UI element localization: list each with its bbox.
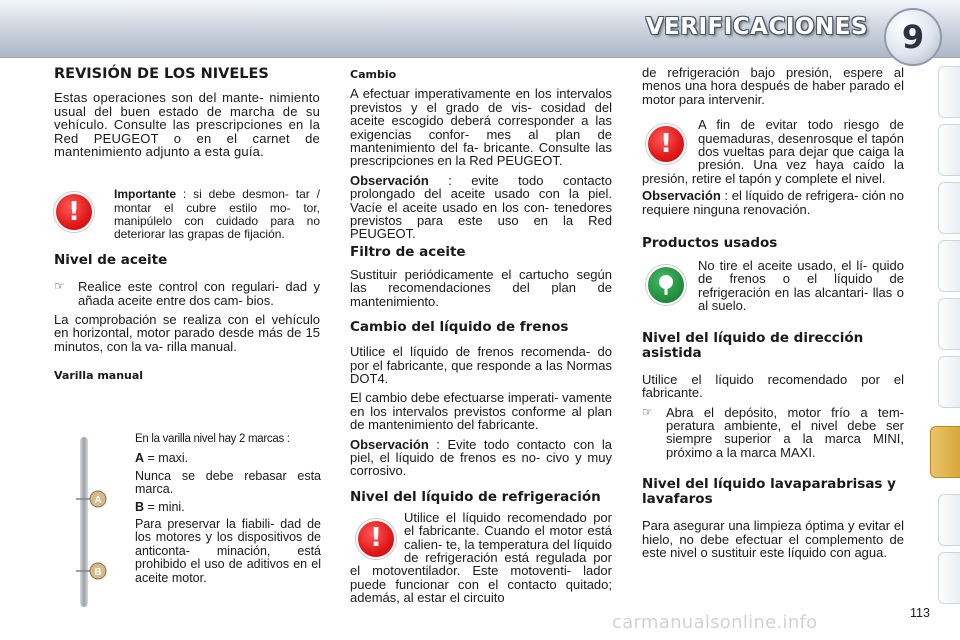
- chapter-tab[interactable]: [938, 66, 960, 118]
- exclamation-warning-icon: !: [356, 519, 396, 559]
- mark-a-desc: = maxi.: [144, 451, 189, 466]
- heading-oil-level: Nivel de aceite: [54, 252, 168, 269]
- heading-oil-filter: Filtro de aceite: [350, 243, 466, 260]
- dipstick-caption: [135, 433, 321, 585]
- used-products-block: [642, 259, 904, 313]
- brake-text-2: El cambio debe efectuarse imperati- vamente en los intervalos previstos conforme al plan de mantenimiento del fabricante.: [350, 390, 612, 433]
- observation-label: Observación: [350, 172, 429, 188]
- brake-text-1: Utilice el líquido de frenos recomenda- do por el fabricante, que responde a las Normas DOT4.: [350, 344, 612, 386]
- coolant-block: [350, 511, 612, 605]
- important-body: : si debe desmon- tar / montar el cubre estilo mo- tor, manipúlelo con cuidado para no deteriorar las grapas de fijación.: [114, 187, 320, 242]
- observation-label: Observación: [642, 188, 721, 204]
- burn-warning: [642, 118, 904, 185]
- chapter-tab[interactable]: [938, 182, 960, 234]
- chapter-number-badge: 9: [884, 8, 942, 66]
- steering-text: Utilice el líquido recomendado por el fabricante.: [642, 371, 904, 401]
- oil-bullet: [54, 280, 320, 307]
- heading-oil-change: Cambio: [350, 68, 397, 81]
- chapter-tabs: [936, 64, 960, 624]
- chapter-tab[interactable]: [938, 356, 960, 408]
- dipstick-marks-intro: En la varilla nivel hay 2 marcas :: [135, 433, 290, 445]
- oil-bullet-text: Realice este control con regulari- dad y añada aceite entre dos cam- bios.: [78, 279, 320, 308]
- brake-observation: [350, 438, 612, 478]
- important-label: Importante: [114, 187, 177, 202]
- mark-b-label: B: [94, 567, 102, 578]
- watermark: carmanualsonline.info: [612, 612, 818, 633]
- mark-b-desc: = mini.: [144, 499, 185, 514]
- dipstick-rod: [80, 437, 88, 607]
- exclamation-warning-icon: !: [54, 192, 94, 232]
- tree-icon: [654, 273, 678, 297]
- chapter-tab[interactable]: [938, 124, 960, 176]
- observation-label: Observación: [350, 436, 429, 452]
- chapter-tab[interactable]: [938, 240, 960, 292]
- column-right: [642, 62, 904, 559]
- important-text: [114, 188, 320, 241]
- dipstick-illustration: [70, 433, 126, 609]
- heading-dipstick: Varilla manual: [54, 369, 144, 383]
- used-products-body: No tire el aceite usado, el lí- quido de frenos o el líquido de refrigeración en las alcantari- llas o al suelo.: [698, 258, 904, 314]
- coolant-body: Utilice el líquido recomendado por el fabricante. Cuando el motor está calien- te, la temperatura del líquido de refrigeración está regulada por el motoventilador. Este motoventi- lador puede funcionar con el contacto quitado; además, al estar el circuito: [350, 509, 612, 606]
- mark-b-note: Para preservar la fiabili- dad de los motores y los dispositivos de anticonta- minación, está prohibido el uso de aditivos en el aceite motor.: [135, 517, 321, 585]
- mark-a-note: Nunca se debe rebasar esta marca.: [135, 468, 321, 497]
- oil-filter-text: Sustituir periódicamente el cartucho según las recomendaciones del plan de mantenimiento.: [350, 266, 612, 309]
- mark-a: A: [135, 451, 145, 466]
- chapter-tab[interactable]: [938, 298, 960, 350]
- observation-text: : el líquido de refrigera- ción no requiere ninguna renovación.: [642, 188, 904, 217]
- coolant-observation: [642, 189, 904, 216]
- heading-used-products: Productos usados: [642, 235, 778, 252]
- mark-a-label: A: [94, 495, 102, 506]
- heading-coolant: Nivel del líquido de refrigeración: [350, 488, 601, 505]
- page-number: 113: [910, 606, 930, 620]
- steering-bullet: [642, 406, 904, 460]
- chapter-tab-active[interactable]: [930, 426, 960, 478]
- chapter-tab[interactable]: [938, 494, 960, 546]
- chapter-tab[interactable]: [938, 552, 960, 604]
- heading-brake-fluid: Cambio del líquido de frenos: [350, 319, 569, 336]
- oil-text: La comprobación se realiza con el vehículo en horizontal, motor parado desde más de 15 minutos, con la va- rilla manual.: [54, 312, 320, 354]
- steering-bullet-text: Abra el depósito, motor frío a tem- peratura ambiente, el nivel debe ser siempre superior a la marca MINI, próximo a la marca MAXI.: [666, 404, 904, 460]
- burn-body: A fin de evitar todo riesgo de quemaduras, desenrosque el tapón dos vueltas para dejar que caiga la presión. Una vez haya caído la presión, retire el tapón y complete el nivel.: [642, 117, 904, 186]
- observation-text: : evite todo contacto prolongado del aceite usado con la piel. Vacíe el aceite usado en los con- tenedores previstos para este uso en la Red PEUGEOT.: [350, 172, 612, 242]
- mark-b-row: [135, 501, 321, 514]
- coolant-continued: de refrigeración bajo presión, espere al menos una hora después de haber parado el motor para intervenir.: [642, 65, 904, 107]
- heading-washer-fluid: Nivel del líquido lavaparabrisas y lavafaros: [642, 476, 896, 508]
- section-title: VERIFICACIONES: [645, 14, 868, 40]
- pointing-hand-icon: ☞: [642, 404, 653, 419]
- tree-eco-icon: [646, 265, 686, 305]
- washer-text: Para asegurar una limpieza óptima y evitar el hielo, no debe efectuar el complemento de este nivel o sustituir este líquido con agua.: [642, 518, 904, 560]
- oil-change-text: A efectuar imperativamente en los intervalos previstos y el grado de vis- cosidad del aceite escogido deberá corresponder a las exigencias confor- mes al plan de mantenimiento del fa- bricante. Consulte las prescripciones en la Red PEUGEOT.: [350, 86, 612, 169]
- heading-level-check: REVISIÓN DE LOS NIVELES: [54, 66, 269, 82]
- mark-b: B: [135, 499, 145, 514]
- oil-change-observation: [350, 174, 612, 241]
- column-left: [54, 62, 320, 383]
- intro-paragraph: Estas operaciones son del mante- nimiento usual del buen estado de marcha de su vehículo. Consulte las prescripciones en la Red PEUGEOT o en el carnet de mantenimiento adjunto a esta guía.: [54, 90, 320, 160]
- page-header: [0, 0, 960, 58]
- heading-power-steering: Nivel del líquido de dirección asistida: [642, 329, 864, 361]
- column-middle: [350, 62, 612, 605]
- observation-text: : Evite todo contacto con la piel, el líquido de frenos es no- civo y muy corrosivo.: [350, 436, 612, 479]
- important-note: [54, 188, 320, 241]
- mark-a-row: [135, 452, 321, 465]
- pointing-hand-icon: ☞: [54, 279, 65, 294]
- exclamation-warning-icon: !: [646, 124, 686, 164]
